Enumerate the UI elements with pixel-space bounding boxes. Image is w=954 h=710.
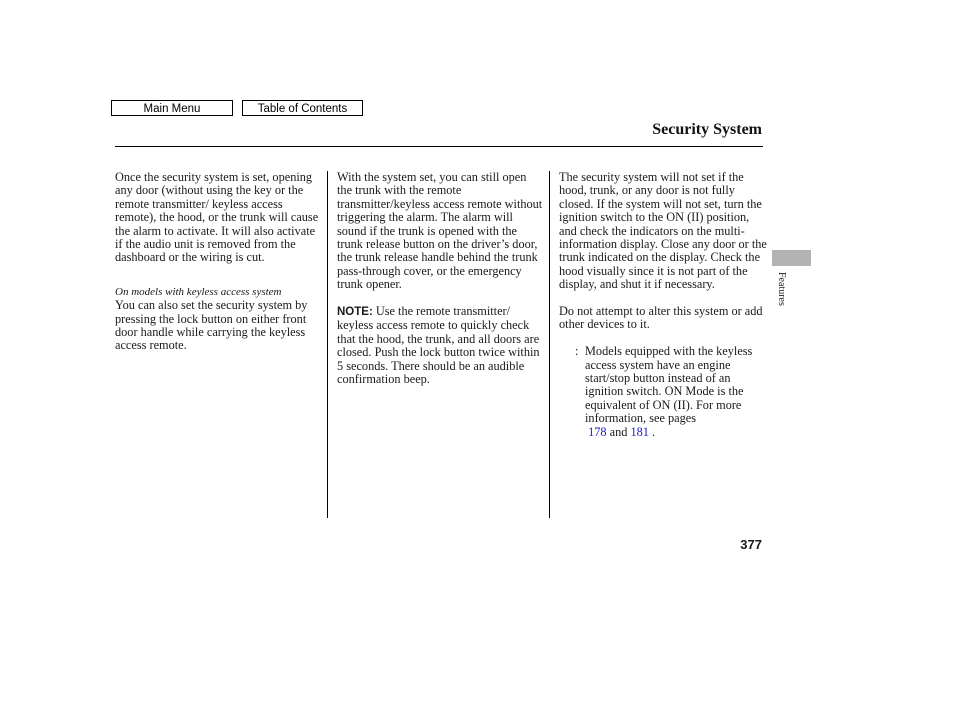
section-label: Features <box>776 272 787 306</box>
paragraph-do-not-alter: Do not attempt to alter this system or add other devices to it. <box>559 304 763 332</box>
footnote-text: Models equipped with the keyless access system have an engine start/stop button instead of an ignition switch. ON Mode is the equivalent of ON (II). For more information, see pages <box>585 344 753 426</box>
paragraph-trunk: With the system set, you can still open the trunk with the remote transmitter/keyless access remote without triggering the alarm. The alarm will sound if the trunk is opened with the trunk release button on the driver’s door, the trunk release handle behind the trunk pass-through cover, or the emergency trunk opener. <box>337 170 543 292</box>
footnote-and: and <box>609 424 628 439</box>
title-divider <box>115 146 763 147</box>
paragraph-keyless-set: You can also set the security system by pressing the lock button on either front door handle while carrying the keyless access remote. <box>115 298 308 353</box>
page-link-181[interactable]: 181 <box>630 424 649 439</box>
paragraph-alarm-triggers: Once the security system is set, opening any door (without using the key or the remote transmitter/ keyless access remote), the hood, or the trunk will cause the alarm to activate. It will also activate if the audio unit is removed from the dashboard or the wiring is cut. <box>115 170 319 265</box>
column-2 <box>337 171 543 386</box>
column-divider-2 <box>549 171 550 518</box>
table-of-contents-button[interactable]: Table of Contents <box>242 100 363 116</box>
page-number: 377 <box>740 537 762 552</box>
page-link-178[interactable]: 178 <box>588 424 607 439</box>
paragraph-not-set: The security system will not set if the hood, trunk, or any door is not fully closed. If the system will not set, turn the ignition switch to the ON (II) position, and check the indicators on the multi-information display. Close any door or the trunk indicated on the display. Check the hood visually since it is not part of the display, and shut it if necessary. <box>559 170 767 292</box>
note-paragraph <box>337 305 543 386</box>
column-divider-1 <box>327 171 328 518</box>
page-title: Security System <box>652 121 762 138</box>
footnote-period: . <box>651 424 656 439</box>
note-label: NOTE: <box>337 306 373 319</box>
note-text: Use the remote transmitter/ keyless access remote to quickly check that the hood, the trunk, and all doors are closed. Push the lock button twice within 5 seconds. There should be an audible confirmation beep. <box>337 304 540 387</box>
footnote-mark: : <box>575 344 579 359</box>
section-tab <box>772 250 811 266</box>
main-menu-button[interactable]: Main Menu <box>111 100 233 116</box>
column-1 <box>115 171 320 353</box>
column-3 <box>559 171 767 439</box>
model-caption: On models with keyless access system <box>115 285 282 298</box>
footnote <box>559 345 767 439</box>
